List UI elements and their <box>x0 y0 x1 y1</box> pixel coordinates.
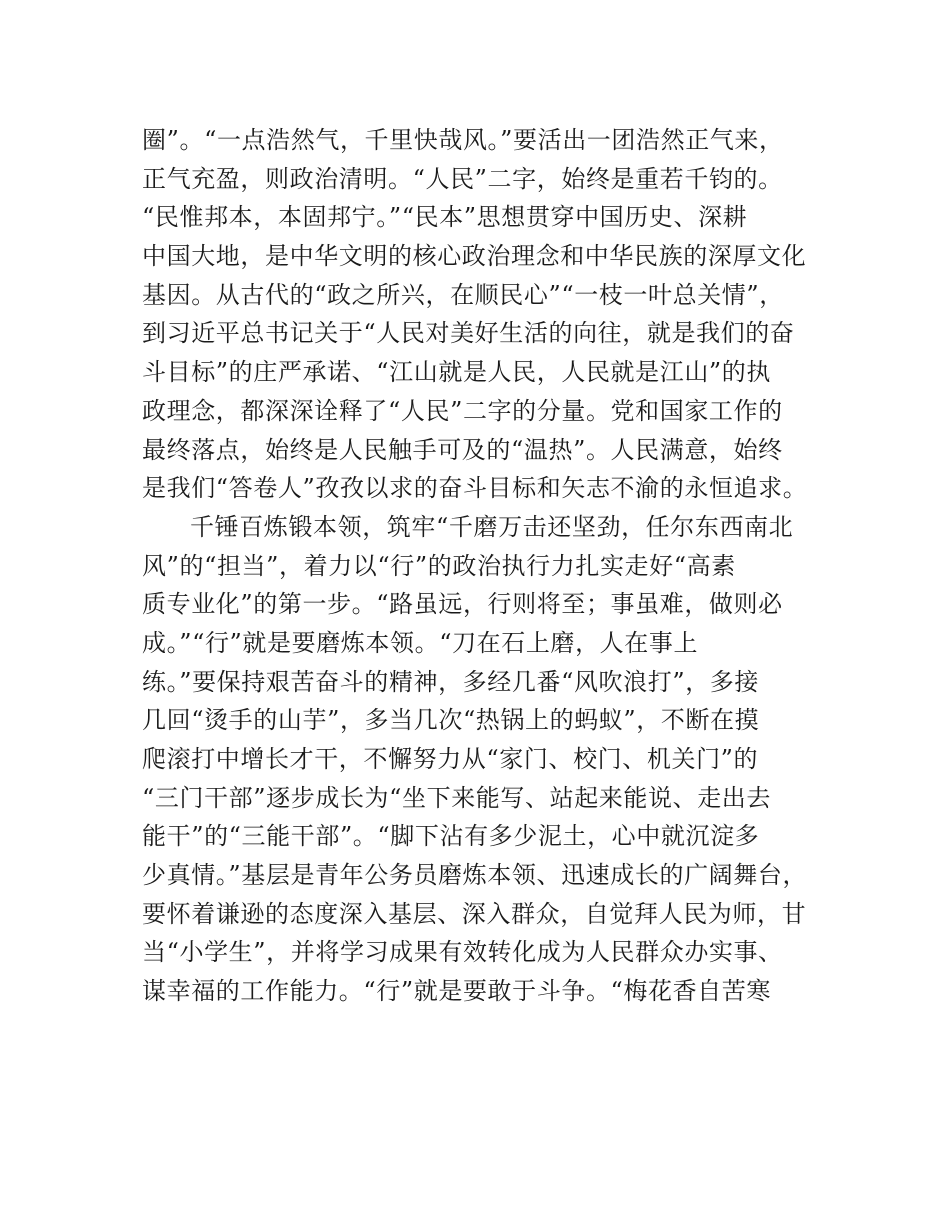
text-line: 圈”。“一点浩然气，千里快哉风。”要活出一团浩然正气来， <box>142 126 784 154</box>
text-line: 质专业化”的第一步。“路虽远，行则将至；事虽难，做则必 <box>142 590 783 619</box>
text-line: 少真情。”基层是青年公务员磨炼本领、迅速成长的广阔舞台， <box>142 861 808 890</box>
text-line: 练。”要保持艰苦奋斗的精神，多经几番“风吹浪打”，多接 <box>142 667 760 696</box>
paragraph-start-line: 千锤百炼锻本领，筑牢“千磨万击还坚劲，任尔东西南北 <box>190 512 794 541</box>
text-line: 到习近平总书记关于“人民对美好生活的向往，就是我们的奋 <box>142 319 795 348</box>
text-line: 中国大地，是中华文明的核心政治理念和中华民族的深厚文化 <box>142 242 807 271</box>
text-line: 谋幸福的工作能力。“行”就是要敢于斗争。“梅花香自苦寒 <box>142 977 772 1006</box>
body-text <box>142 121 832 1011</box>
text-line: “民惟邦本，本固邦宁。”“民本”思想贯穿中国历史、深耕 <box>142 203 748 232</box>
text-line: 几回“烫手的山芋”，多当几次“热锅上的蚂蚁”，不断在摸 <box>142 706 760 735</box>
text-line: 基因。从古代的“政之所兴，在顺民心”“一枝一叶总关情”， <box>142 280 784 309</box>
text-line: 能干”的“三能干部”。“脚下沾有多少泥土，心中就沉淀多 <box>142 822 760 851</box>
text-line: 正气充盈，则政治清明。“人民”二字，始终是重若千钧的。 <box>142 164 783 193</box>
text-line: 斗目标”的庄严承诺、“江山就是人民，人民就是江山”的执 <box>142 358 772 387</box>
text-line: 是我们“答卷人”孜孜以求的奋斗目标和矢志不渝的永恒追求。 <box>142 474 808 503</box>
text-line: “三门干部”逐步成长为“坐下来能写、站起来能说、走出去 <box>142 783 772 812</box>
text-line: 爬滚打中增长才干，不懈努力从“家门、校门、机关门”的 <box>142 745 759 773</box>
text-line: 政理念，都深深诠释了“人民”二字的分量。党和国家工作的 <box>142 396 783 425</box>
text-line: 最终落点，始终是人民触手可及的“温热”。人民满意，始终 <box>142 435 783 464</box>
text-line: 当“小学生”，并将学习成果有效转化成为人民群众办实事、 <box>142 938 783 967</box>
text-line: 要怀着谦逊的态度深入基层、深入群众，自觉拜人民为师，甘 <box>142 899 807 928</box>
text-line: 风”的“担当”，着力以“行”的政治执行力扎实走好“高素 <box>142 551 736 580</box>
text-line: 成。”“行”就是要磨炼本领。“刀在石上磨，人在事上 <box>142 628 699 657</box>
